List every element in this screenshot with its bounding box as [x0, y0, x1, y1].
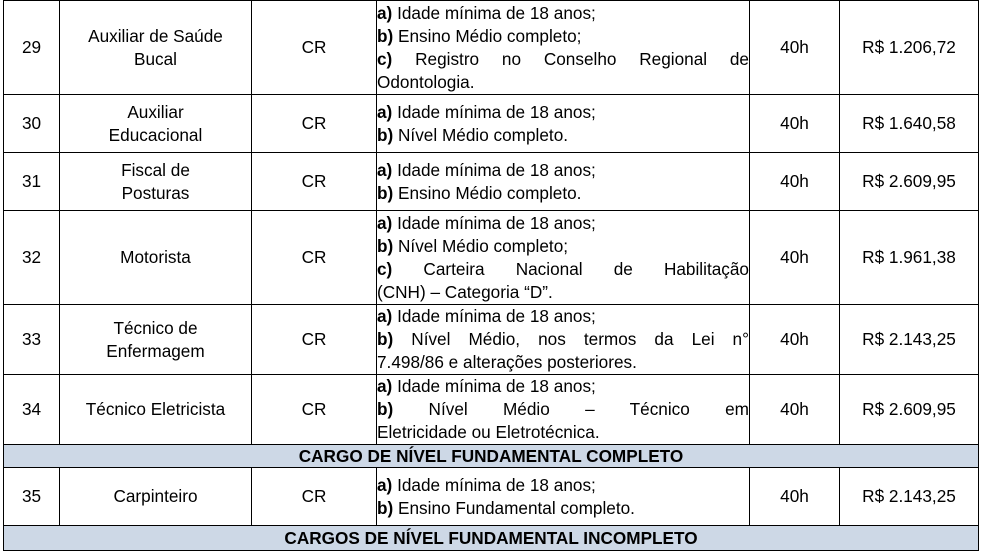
- hours-cell: 40h: [750, 153, 840, 211]
- job-title: [60, 1, 252, 95]
- requirements-cell: [377, 305, 750, 375]
- requirement-line: [377, 351, 749, 374]
- requirement-line: [377, 48, 749, 71]
- requirement-line: [377, 124, 749, 147]
- requirement-line: [377, 212, 749, 235]
- requirements-cell: [377, 95, 750, 153]
- table-row: [4, 211, 979, 305]
- requirement-line: [377, 281, 749, 304]
- requirement-text: 7.498/86 e alterações posteriores.: [377, 352, 637, 372]
- requirement-line: [377, 328, 749, 351]
- salary-cell: R$ 2.609,95: [840, 153, 979, 211]
- vacancy-cell: CR: [252, 375, 377, 445]
- requirement-text: Idade mínima de 18 anos;: [392, 306, 596, 326]
- requirement-letter: c): [377, 48, 393, 69]
- requirement-letter: a): [377, 101, 393, 122]
- requirement-text: Idade mínima de 18 anos;: [392, 376, 596, 396]
- requirements-cell: [377, 211, 750, 305]
- requirement-text: Registro no Conselho Regional de: [392, 48, 749, 69]
- requirement-line: [377, 159, 749, 182]
- requirement-text: Nível Médio – Técnico em: [393, 399, 749, 419]
- requirements-cell: [377, 1, 750, 95]
- requirement-text: Ensino Fundamental completo.: [393, 497, 635, 518]
- requirement-text: Nível Médio completo.: [393, 124, 569, 145]
- job-title-line: Fiscal de: [121, 159, 190, 180]
- requirement-letter: b): [377, 497, 394, 518]
- requirement-letter: b): [377, 182, 394, 203]
- hours-cell: 40h: [750, 305, 840, 375]
- requirement-letter: b): [377, 25, 394, 46]
- requirement-line: [377, 258, 749, 281]
- requirement-letter: c): [377, 258, 393, 279]
- salary-cell: R$ 2.143,25: [840, 305, 979, 375]
- requirement-text: Nível Médio, nos termos da Lei n°: [393, 329, 749, 349]
- requirement-line: [377, 2, 749, 25]
- requirements-cell: [377, 468, 750, 526]
- cargos-table-body: [4, 1, 979, 551]
- row-number: 32: [4, 211, 60, 305]
- requirement-line: [377, 71, 749, 94]
- job-title-line: Enfermagem: [106, 340, 205, 361]
- section-header: CARGO DE NÍVEL FUNDAMENTAL COMPLETO: [4, 445, 979, 468]
- job-title: [60, 153, 252, 211]
- cargos-table: [3, 0, 979, 551]
- row-number: 33: [4, 305, 60, 375]
- requirement-line: [377, 25, 749, 48]
- job-title: [60, 211, 252, 305]
- row-number: 30: [4, 95, 60, 153]
- section-header-row: [4, 445, 979, 468]
- hours-cell: 40h: [750, 468, 840, 526]
- requirement-text: Carteira Nacional de Habilitação: [392, 258, 749, 279]
- requirement-line: [377, 375, 749, 398]
- requirement-text: (CNH) – Categoria “D”.: [377, 281, 553, 302]
- vacancy-cell: CR: [252, 305, 377, 375]
- section-header-row: [4, 526, 979, 551]
- vacancy-cell: CR: [252, 153, 377, 211]
- requirement-line: [377, 235, 749, 258]
- section-header: CARGOS DE NÍVEL FUNDAMENTAL INCOMPLETO: [4, 526, 979, 551]
- job-title-line: Técnico Eletricista: [85, 399, 226, 419]
- requirement-letter: b): [377, 235, 394, 256]
- salary-cell: R$ 1.961,38: [840, 211, 979, 305]
- requirement-line: [377, 398, 749, 421]
- row-number: 31: [4, 153, 60, 211]
- hours-cell: 40h: [750, 375, 840, 445]
- requirement-letter: a): [377, 212, 393, 233]
- job-title: [60, 468, 252, 526]
- job-title: [60, 95, 252, 153]
- job-title-line: Motorista: [120, 247, 191, 267]
- requirements-cell: [377, 153, 750, 211]
- requirement-letter: a): [377, 2, 393, 23]
- job-title-line: Técnico de: [113, 317, 198, 338]
- requirement-letter: a): [377, 159, 393, 180]
- job-title-line: Auxiliar de Saúde: [88, 25, 223, 46]
- table-row: [4, 1, 979, 95]
- requirement-text: Ensino Médio completo;: [393, 25, 582, 46]
- vacancy-cell: CR: [252, 95, 377, 153]
- job-title-line: Bucal: [134, 48, 177, 69]
- requirement-text: Idade mínima de 18 anos;: [392, 159, 596, 180]
- vacancy-cell: CR: [252, 211, 377, 305]
- requirement-text: Idade mínima de 18 anos;: [392, 101, 596, 122]
- hours-cell: 40h: [750, 1, 840, 95]
- row-number: 35: [4, 468, 60, 526]
- row-number: 34: [4, 375, 60, 445]
- requirement-letter: b): [377, 329, 394, 349]
- requirement-text: Odontologia.: [377, 71, 475, 92]
- salary-cell: R$ 2.609,95: [840, 375, 979, 445]
- salary-cell: R$ 2.143,25: [840, 468, 979, 526]
- job-title: [60, 305, 252, 375]
- requirement-letter: a): [377, 474, 393, 495]
- requirement-letter: b): [377, 124, 394, 145]
- job-title-line: Posturas: [121, 182, 190, 203]
- requirement-text: Nível Médio completo;: [393, 235, 569, 256]
- requirement-line: [377, 421, 749, 444]
- hours-cell: 40h: [750, 95, 840, 153]
- requirement-text: Eletricidade ou Eletrotécnica.: [377, 422, 600, 442]
- requirement-line: [377, 474, 749, 497]
- job-title: [60, 375, 252, 445]
- vacancy-cell: CR: [252, 468, 377, 526]
- requirement-line: [377, 101, 749, 124]
- requirement-text: Idade mínima de 18 anos;: [392, 212, 596, 233]
- salary-cell: R$ 1.640,58: [840, 95, 979, 153]
- row-number: 29: [4, 1, 60, 95]
- hours-cell: 40h: [750, 211, 840, 305]
- requirement-text: Ensino Médio completo.: [393, 182, 582, 203]
- table-row: [4, 95, 979, 153]
- table-row: [4, 305, 979, 375]
- requirement-text: Idade mínima de 18 anos;: [392, 2, 596, 23]
- requirement-letter: a): [377, 376, 393, 396]
- requirement-line: [377, 182, 749, 205]
- requirement-text: Idade mínima de 18 anos;: [392, 474, 596, 495]
- job-title-line: Carpinteiro: [113, 486, 198, 506]
- job-title-line: Auxiliar: [127, 101, 184, 122]
- requirement-line: [377, 497, 749, 520]
- requirement-line: [377, 305, 749, 328]
- vacancy-cell: CR: [252, 1, 377, 95]
- requirements-cell: [377, 375, 750, 445]
- salary-cell: R$ 1.206,72: [840, 1, 979, 95]
- table-row: [4, 468, 979, 526]
- table-row: [4, 375, 979, 445]
- table-row: [4, 153, 979, 211]
- job-title-line: Educacional: [108, 124, 203, 145]
- requirement-letter: b): [377, 399, 394, 419]
- requirement-letter: a): [377, 306, 393, 326]
